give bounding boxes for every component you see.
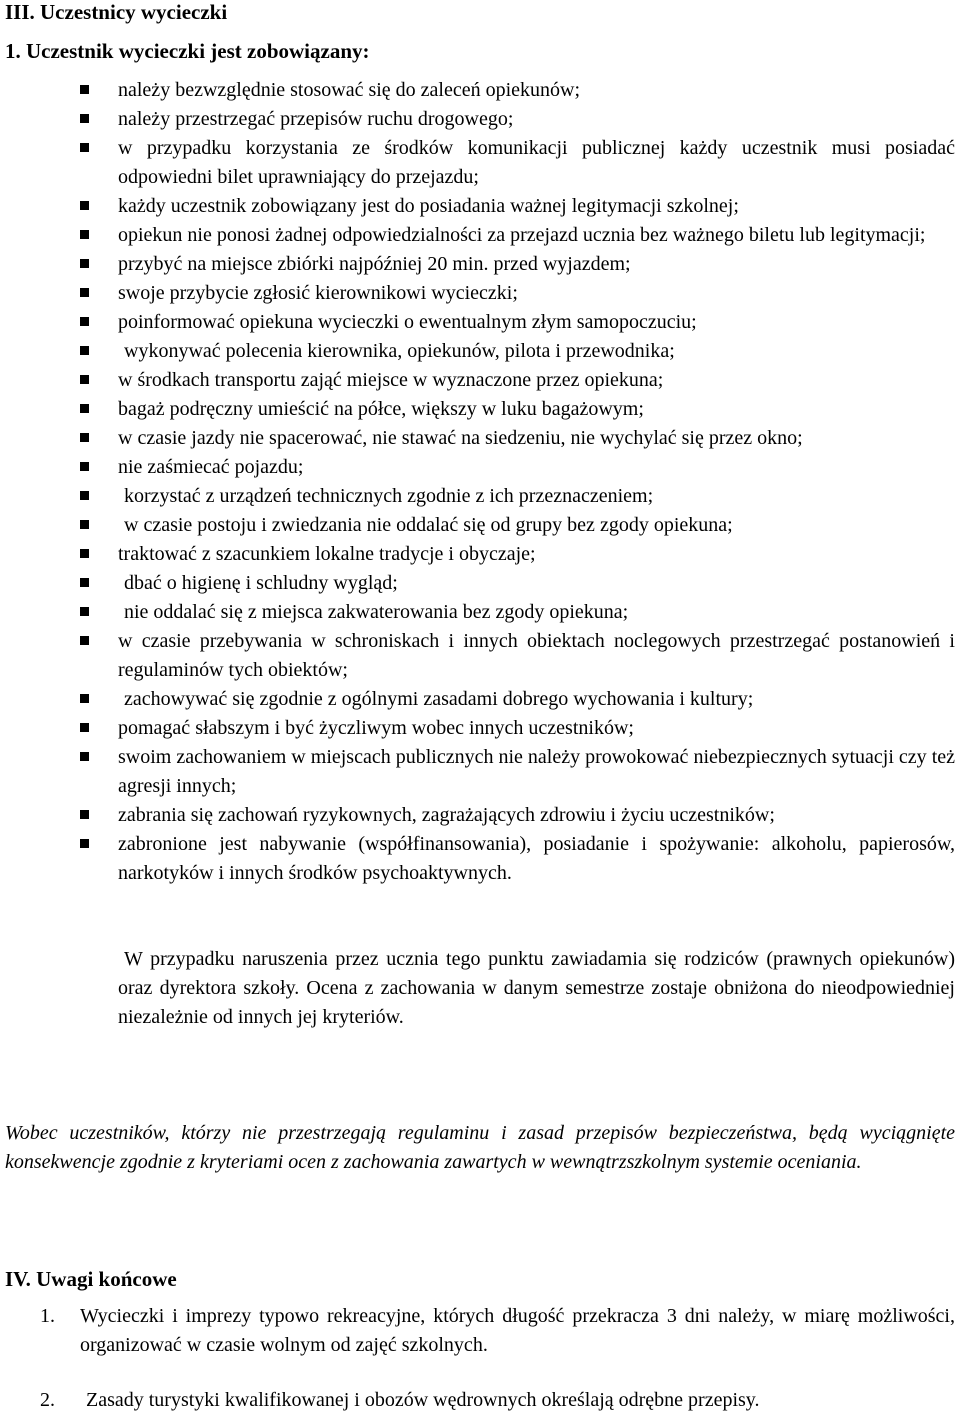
- list-item: 1. Wycieczki i imprezy typowo rekreacyjne, których długość przekracza 3 dni należy, w miarę możliwości, organizować w czasie wolnym od zajęć szkolnych.: [40, 1305, 955, 1356]
- list-item: należy przestrzegać przepisów ruchu drogowego;: [0, 105, 960, 134]
- square-bullet-icon: [80, 636, 89, 645]
- square-bullet-icon: [80, 810, 89, 819]
- list-item: korzystać z urządzeń technicznych zgodnie z ich przeznaczeniem;: [0, 482, 960, 511]
- square-bullet-icon: [80, 839, 89, 848]
- subsection-heading-obligations: 1. Uczestnik wycieczki jest zobowiązany:: [5, 39, 370, 63]
- consequences-note: Wobec uczestników, którzy nie przestrzegają regulaminu i zasad przepisów bezpieczeństwa, będą wyciągnięte konsekwencje zgodnie z kryteriami ocen z zachowania zawartych w wewnątrzszkolnym systemie oceniania.: [5, 1122, 955, 1173]
- square-bullet-icon: [80, 549, 89, 558]
- final-remarks-list: [0, 1302, 960, 1415]
- list-item: traktować z szacunkiem lokalne tradycje i obyczaje;: [0, 540, 960, 569]
- list-item: zabronione jest nabywanie (współfinansowania), posiadanie i spożywanie: alkoholu, papierosów, narkotyków i innych środków psychoaktywnych.: [0, 830, 960, 888]
- list-item: należy bezwzględnie stosować się do zaleceń opiekunów;: [0, 76, 960, 105]
- list-item: pomagać słabszym i być życzliwym wobec innych uczestników;: [0, 714, 960, 743]
- list-item: zachowywać się zgodnie z ogólnymi zasadami dobrego wychowania i kultury;: [0, 685, 960, 714]
- list-item: nie zaśmiecać pojazdu;: [0, 453, 960, 482]
- list-item: swoim zachowaniem w miejscach publicznych nie należy prowokować niebezpiecznych sytuacji czy też agresji innych;: [0, 743, 960, 801]
- square-bullet-icon: [80, 114, 89, 123]
- list-item: 2. Zasady turystyki kwalifikowanej i obozów wędrownych określają odrębne przepisy.: [40, 1389, 760, 1411]
- list-item: w środkach transportu zająć miejsce w wyznaczone przez opiekuna;: [0, 366, 960, 395]
- obligations-list: [0, 76, 960, 888]
- list-item: w przypadku korzystania ze środków komunikacji publicznej każdy uczestnik musi posiadać odpowiedni bilet uprawniający do przejazdu;: [0, 134, 960, 192]
- square-bullet-icon: [80, 230, 89, 239]
- square-bullet-icon: [80, 201, 89, 210]
- list-item: w czasie jazdy nie spacerować, nie stawać na siedzeniu, nie wychylać się przez okno;: [0, 424, 960, 453]
- square-bullet-icon: [80, 317, 89, 326]
- square-bullet-icon: [80, 433, 89, 442]
- square-bullet-icon: [80, 752, 89, 761]
- list-item: nie oddalać się z miejsca zakwaterowania bez zgody opiekuna;: [0, 598, 960, 627]
- square-bullet-icon: [80, 491, 89, 500]
- square-bullet-icon: [80, 520, 89, 529]
- square-bullet-icon: [80, 404, 89, 413]
- square-bullet-icon: [80, 143, 89, 152]
- list-item: bagaż podręczny umieścić na półce, większy w luku bagażowym;: [0, 395, 960, 424]
- list-item: w czasie przebywania w schroniskach i innych obiektach noclegowych przestrzegać postanowień i regulaminów tych obiektów;: [0, 627, 960, 685]
- square-bullet-icon: [80, 723, 89, 732]
- list-item: wykonywać polecenia kierownika, opiekunów, pilota i przewodnika;: [0, 337, 960, 366]
- section-heading-final-remarks: IV. Uwagi końcowe: [5, 1267, 177, 1291]
- square-bullet-icon: [80, 85, 89, 94]
- list-item: dbać o higienę i schludny wygląd;: [0, 569, 960, 598]
- square-bullet-icon: [80, 288, 89, 297]
- square-bullet-icon: [80, 694, 89, 703]
- square-bullet-icon: [80, 462, 89, 471]
- list-item: opiekun nie ponosi żadnej odpowiedzialności za przejazd ucznia bez ważnego biletu lub legitymacji;: [0, 221, 960, 250]
- list-item: w czasie postoju i zwiedzania nie oddalać się od grupy bez zgody opiekuna;: [0, 511, 960, 540]
- section-heading-participants: III. Uczestnicy wycieczki: [5, 0, 228, 24]
- square-bullet-icon: [80, 578, 89, 587]
- violation-consequences-text: W przypadku naruszenia przez ucznia tego punktu zawiadamia się rodziców (prawnych opiekunów) oraz dyrektora szkoły. Ocena z zachowania w danym semestrze zostaje obniżona do nieodpowiedniej niezależnie od innych jej kryteriów.: [118, 948, 955, 1028]
- list-item: poinformować opiekuna wycieczki o ewentualnym złym samopoczuciu;: [0, 308, 960, 337]
- list-item: przybyć na miejsce zbiórki najpóźniej 20 min. przed wyjazdem;: [0, 250, 960, 279]
- list-item: każdy uczestnik zobowiązany jest do posiadania ważnej legitymacji szkolnej;: [0, 192, 960, 221]
- list-item: swoje przybycie zgłosić kierownikowi wycieczki;: [0, 279, 960, 308]
- square-bullet-icon: [80, 346, 89, 355]
- square-bullet-icon: [80, 607, 89, 616]
- square-bullet-icon: [80, 375, 89, 384]
- list-item: zabrania się zachowań ryzykownych, zagrażających zdrowiu i życiu uczestników;: [0, 801, 960, 830]
- square-bullet-icon: [80, 259, 89, 268]
